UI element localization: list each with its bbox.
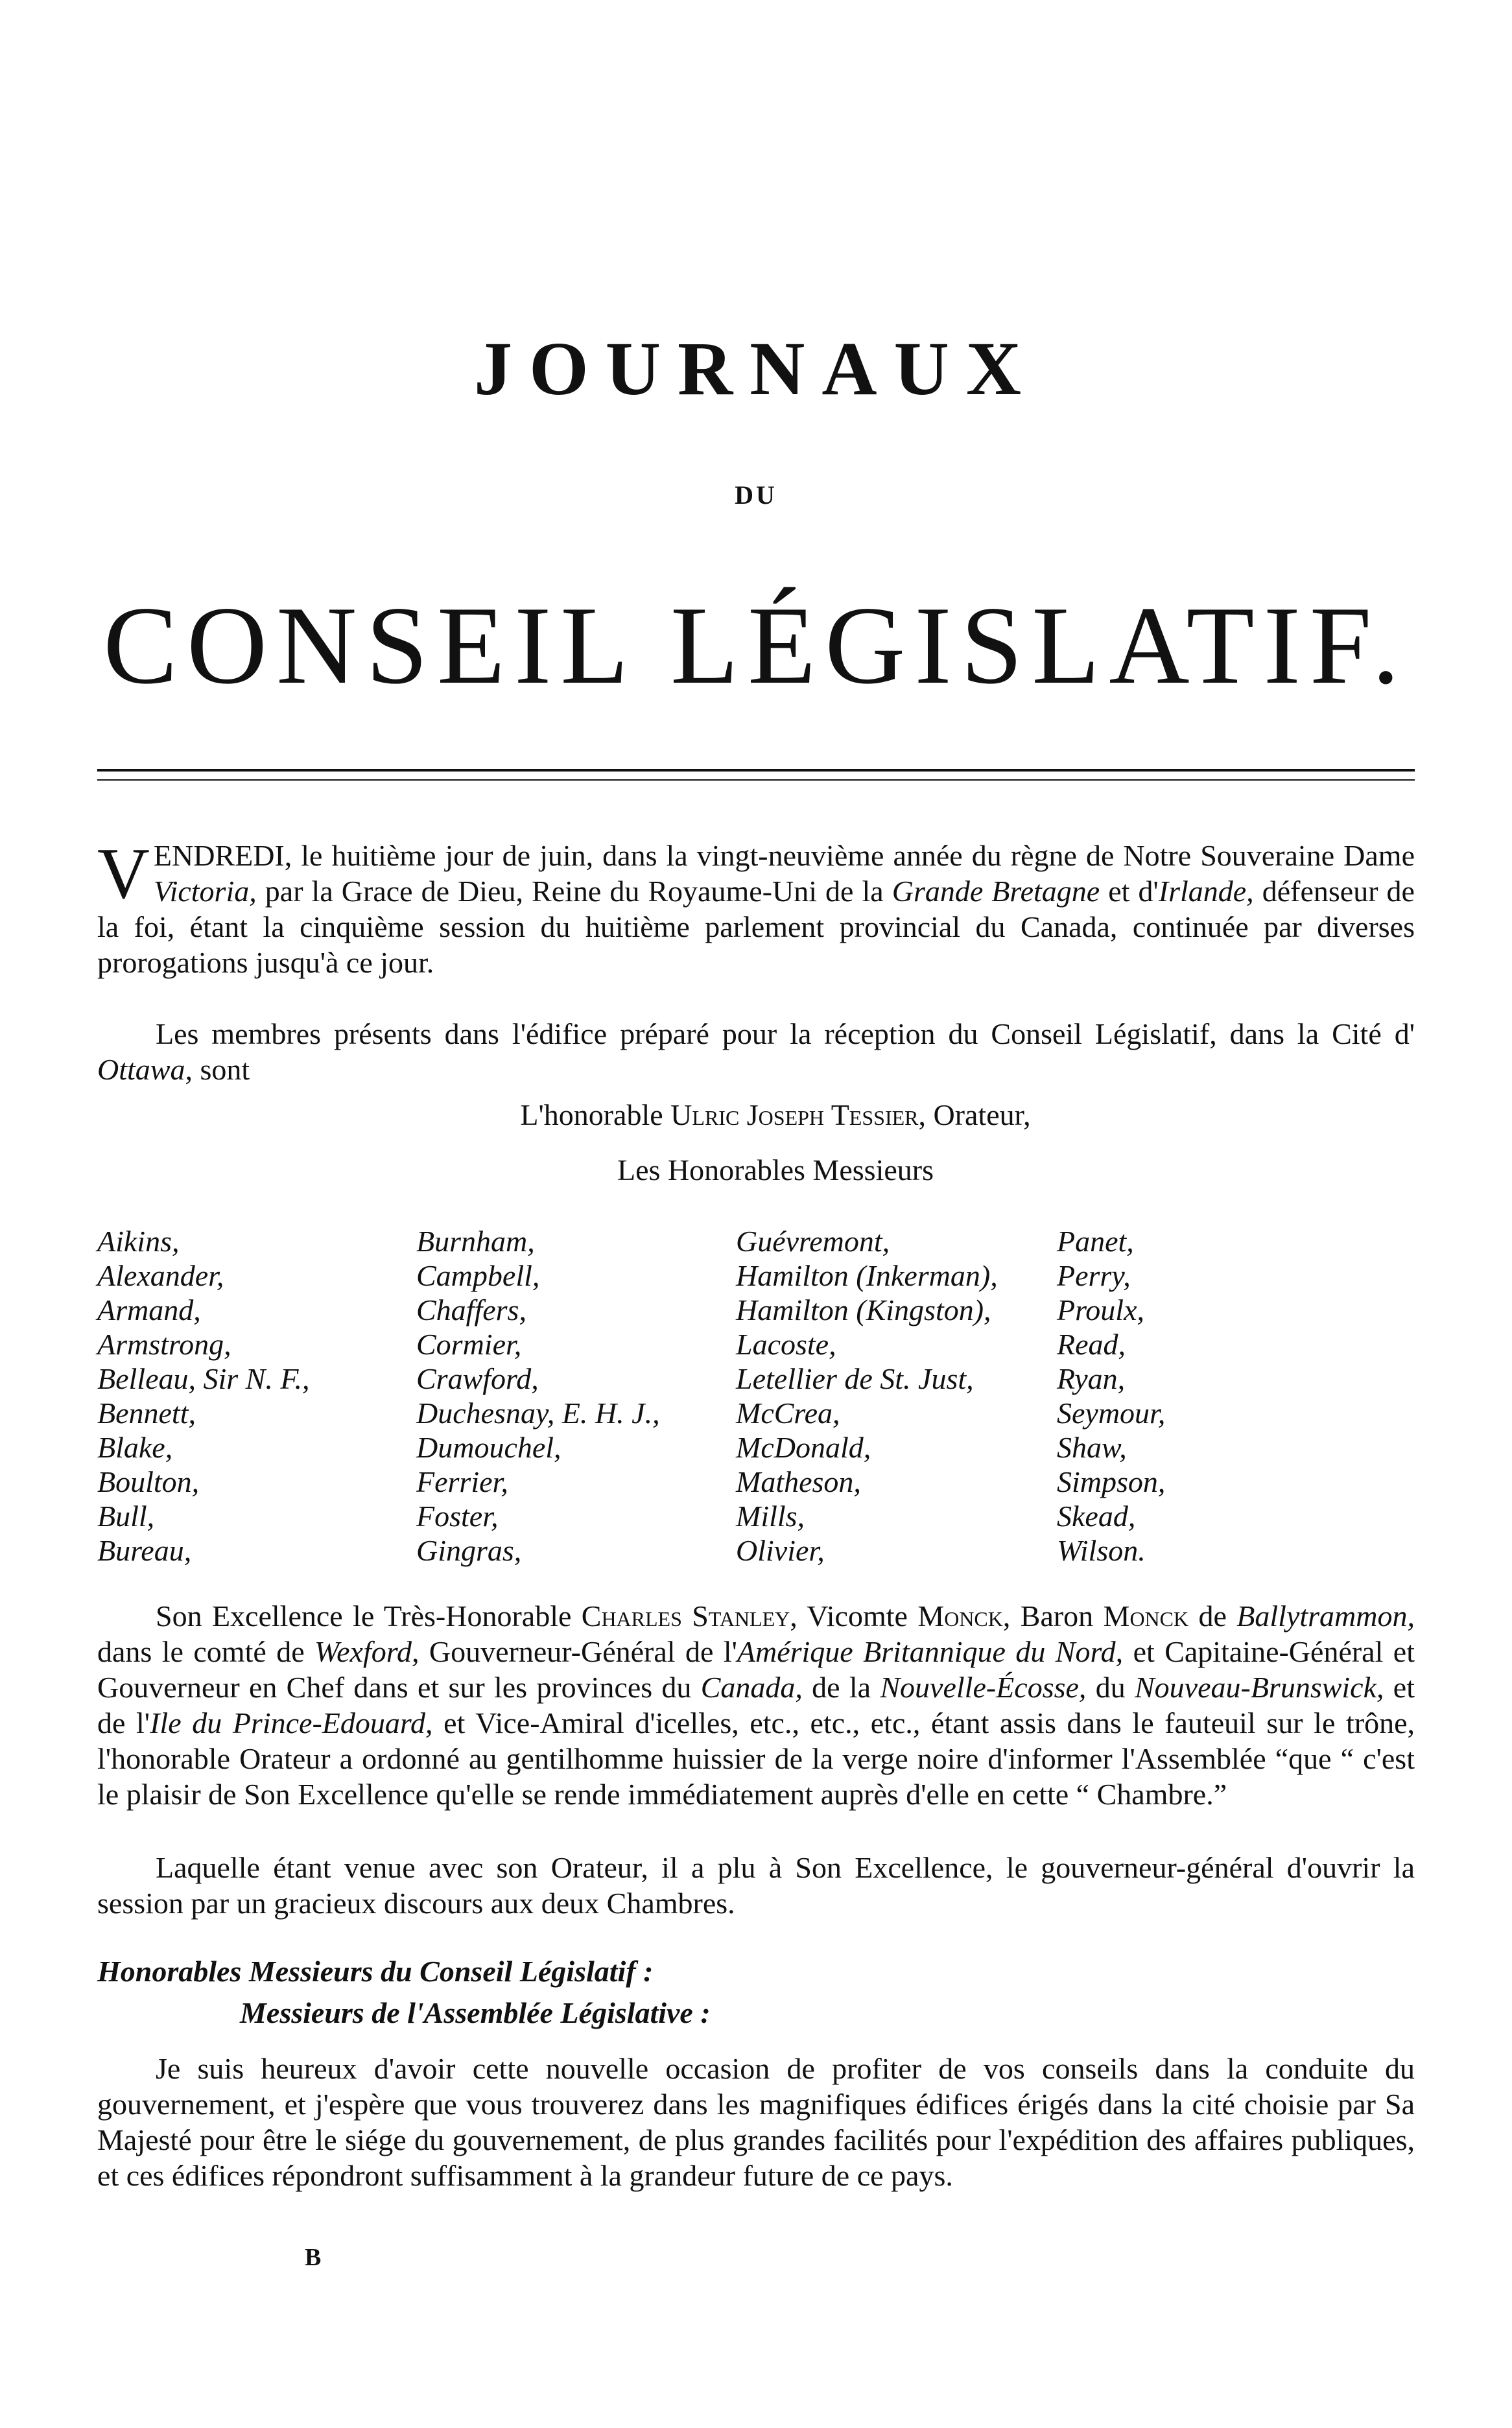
speaker-suffix: , Orateur, [918,1098,1031,1131]
signature-mark: B [305,2244,322,2271]
member-name: Belleau, Sir N. F., [97,1362,310,1395]
member-name: Matheson, [736,1465,861,1498]
text-run: Amérique Britannique du Nord, [737,1635,1124,1668]
text-run: Monck [1103,1599,1189,1632]
text-run: Nouvelle-Écosse, [880,1671,1087,1704]
member-name: Dumouchel, [416,1431,561,1464]
speech-paragraph: Je suis heureux d'avoir cette nouvelle occasion de profiter de vos conseils dans la conduite du gouvernement, et j'espère que vous trouverez dans les magnifiques édifices érigés dans la cité choisie par Sa Majesté pour être le siége du gouvernement, de plus grandes facilités pour l'expédition des affaires publiques, et ces édifices répondront suffisamment à la grandeur future de ce pays. [97,2052,1415,2192]
text-run: Les membres présents dans l'édifice préparé pour la réception du Conseil Législatif, dans la Cité d' [156,1017,1415,1050]
text-run: Charles Stanley [581,1599,790,1632]
member-name: Read, [1057,1328,1126,1361]
excellency-paragraph [97,1598,1415,1812]
speaker-prefix: L'honorable [520,1098,671,1131]
members-heading: Les Honorables Messieurs [617,1153,934,1186]
member-name: Lacoste, [736,1328,836,1361]
text-run: Wexford, [314,1635,419,1668]
member-name: Skead, [1057,1500,1136,1533]
text-run: Gouverneur-Général de l' [419,1635,737,1668]
member-name: Proulx, [1057,1293,1144,1326]
member-name: Armstrong, [97,1328,231,1361]
member-name: Bureau, [97,1534,192,1567]
member-name: Guévremont, [736,1225,890,1258]
text-run: Ile du Prince-Edouard, [150,1706,433,1739]
member-name: Wilson. [1057,1534,1146,1567]
member-name: Foster, [416,1500,499,1533]
text-run: Monck [917,1599,1003,1632]
member-name: Boulton, [97,1465,200,1498]
member-name: Ferrier, [416,1465,508,1498]
member-name: McCrea, [736,1397,840,1430]
text-run: Ballytrammon, [1236,1599,1415,1632]
member-name: Hamilton (Kingston), [736,1293,991,1326]
speaker-line [0,1097,1512,1133]
members-present-paragraph [97,1016,1415,1087]
text-run: Son Excellence le Très-Honorable [156,1599,582,1632]
member-name: Armand, [97,1293,201,1326]
drop-cap: V [97,834,150,914]
text-run: et de l' [97,1671,1415,1739]
member-name: Hamilton (Inkerman), [736,1259,998,1292]
text-run: Grande Bretagne [892,875,1100,908]
member-name: Seymour, [1057,1397,1166,1430]
text-run: Irlande, [1158,875,1254,908]
text-run: défenseur de la foi, étant la cinquième session du huitième parlement provincial du Canada, continuée par diverses prorogations jusqu'à ce jour. [97,875,1415,979]
text-run: ENDREDI, le huitième jour de juin, dans la vingt-neuvième année du règne de Notre Souveraine Dame [153,839,1415,872]
member-name: Burnham, [416,1225,535,1258]
opening-paragraph [97,834,1415,980]
text-run: de la [802,1671,880,1704]
text-run: Nouveau-Brunswick, [1134,1671,1384,1704]
title-connector: DU [735,480,777,510]
text-run: dans le comté de [97,1635,315,1668]
member-name: Panet, [1057,1225,1134,1258]
text-run: Victoria, [153,875,257,908]
text-run: de [1188,1599,1237,1632]
member-name: Gingras, [416,1534,522,1567]
text-run: Ottawa, [97,1053,193,1086]
members-column-2 [416,1224,660,1568]
member-name: Blake, [97,1431,173,1464]
salutation-council: Honorables Messieurs du Conseil Législatif : [97,1955,654,1988]
member-name: Aikins, [97,1225,180,1258]
journal-title: JOURNAUX [473,326,1039,411]
opening-text [97,834,1415,979]
text-run: Canada, [700,1671,803,1704]
member-name: Ryan, [1057,1362,1126,1395]
member-name: Alexander, [97,1259,224,1292]
member-name: Perry, [1057,1259,1131,1292]
salutation-assembly: Messieurs de l'Assemblée Législative : [240,1996,711,2029]
session-opening-paragraph: Laquelle étant venue avec son Orateur, il a plu à Son Excellence, le gouverneur-général d'ouvrir la session par un gracieux discours aux deux Chambres. [97,1851,1415,1920]
member-name: Campbell, [416,1259,540,1292]
members-column-3 [736,1224,998,1568]
member-name: Shaw, [1057,1431,1127,1464]
members-column-4 [1057,1224,1165,1568]
double-rule-bottom [97,779,1415,781]
text-run: et Vice-Amiral d'icelles, etc., etc., etc., étant assis dans le fauteuil sur le trône, l'honorable Orateur a ordonné au gentilhomme huissier de la verge noire d'informer l'Assemblée “que “ c'est le plaisir de Son Excellence qu'elle se rende immédiatement auprès d'elle en cette “ Chambre.” [97,1706,1415,1811]
members-column-1 [97,1224,310,1568]
member-name: Mills, [736,1500,805,1533]
text-run: du [1086,1671,1135,1704]
member-name: Chaffers, [416,1293,526,1326]
member-name: Bull, [97,1500,155,1533]
double-rule-top [97,769,1415,772]
council-title: CONSEIL LÉGISLATIF. [103,584,1409,707]
member-name: Letellier de St. Just, [736,1362,974,1395]
member-name: Bennett, [97,1397,196,1430]
speaker-name: Ulric Joseph Tessier [670,1098,919,1131]
text-run: , Vicomte [790,1599,918,1632]
text-run: par la Grace de Dieu, Reine du Royaume-Uni de la [256,875,892,908]
member-name: Cormier, [416,1328,522,1361]
text-run: sont [192,1053,250,1086]
member-name: Simpson, [1057,1465,1166,1498]
member-name: Olivier, [736,1534,825,1567]
member-name: Duchesnay, E. H. J., [416,1397,660,1430]
text-run: et Capitaine-Général et Gouverneur en Chef dans et sur les provinces du [97,1635,1415,1704]
member-name: McDonald, [736,1431,871,1464]
text-run: , Baron [1002,1599,1104,1632]
text-run: et d' [1100,875,1159,908]
member-name: Crawford, [416,1362,539,1395]
